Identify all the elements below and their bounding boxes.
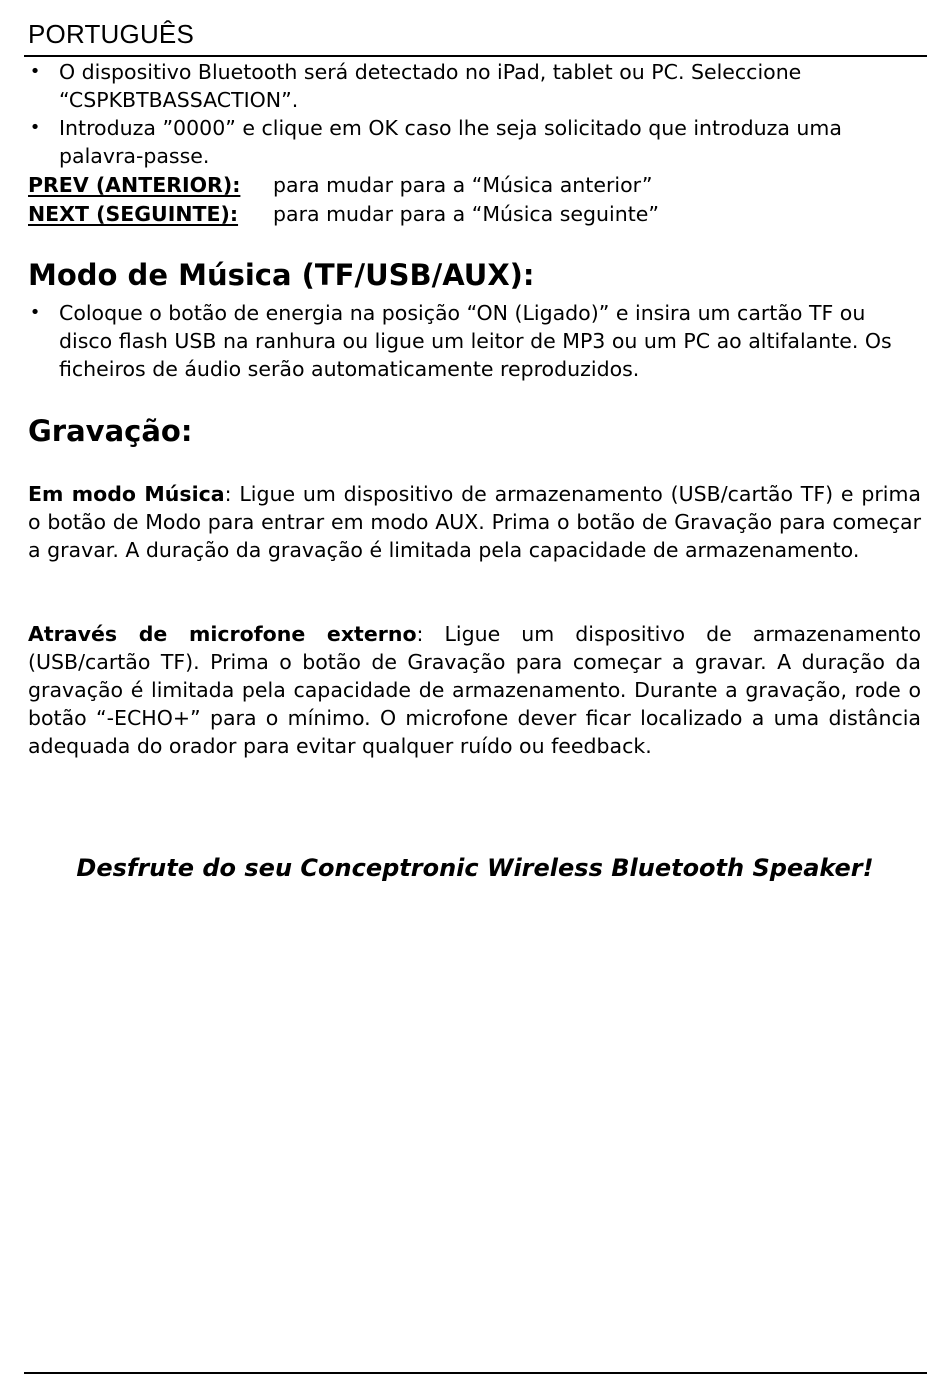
- closing-message: Desfrute do seu Conceptronic Wireless Bluetooth Speaker!: [76, 854, 874, 882]
- paragraph-text: : Ligue um dispositivo de armazenamento (USB/cartão TF) e prima o botão de Modo para entrar em modo AUX. Prima o botão de Gravação para começar a gravar. A duração da gravação é limitada pela capacidade de armazenamento.: [28, 482, 921, 562]
- control-key: NEXT (SEGUINTE):: [28, 202, 239, 226]
- paragraph-label: Em modo Música: [28, 482, 225, 506]
- bluetooth-bullet-list: [28, 58, 921, 170]
- recording-heading: Gravação:: [28, 414, 193, 448]
- control-description: para mudar para a “Música anterior”: [273, 173, 653, 197]
- control-row-prev: [28, 171, 921, 199]
- bullet-icon: •: [29, 117, 41, 138]
- header-divider: [24, 55, 927, 57]
- bullet-text: Coloque o botão de energia na posição “ON (Ligado)” e insira um cartão TF ou disco flash USB na ranhura ou ligue um leitor de MP3 ou um PC ao altifalante. Os ficheiros de áudio serão automaticamente reproduzidos.: [59, 301, 892, 381]
- bullet-icon: •: [29, 302, 41, 323]
- paragraph-text: : Ligue um dispositivo de armazenamento (USB/cartão TF). Prima o botão de Gravação para começar a gravar. A duração da gravação é limitada pela capacidade de armazenamento. Durante a gravação, rode o botão “-ECHO+” para o mínimo. O microfone dever ficar localizado a uma distância adequada do orador para evitar qualquer ruído ou feedback.: [28, 622, 921, 758]
- language-header: PORTUGUÊS: [28, 19, 195, 49]
- recording-external-mic-paragraph: [28, 620, 921, 760]
- recording-music-mode-paragraph: [28, 480, 921, 564]
- control-description: para mudar para a “Música seguinte”: [273, 202, 660, 226]
- list-item: [28, 299, 921, 383]
- control-row-next: [28, 200, 921, 228]
- control-key: PREV (ANTERIOR):: [28, 173, 241, 197]
- music-mode-heading: Modo de Música (TF/USB/AUX):: [28, 258, 535, 292]
- footer-divider: [24, 1372, 927, 1374]
- music-mode-bullet-list: [28, 299, 921, 383]
- bullet-icon: •: [29, 61, 41, 82]
- paragraph-label: Através de microfone externo: [28, 622, 417, 646]
- bullet-text: Introduza ”0000” e clique em OK caso lhe seja solicitado que introduza uma palavra-passe.: [59, 116, 842, 168]
- list-item: [28, 114, 921, 170]
- list-item: [28, 58, 921, 114]
- bullet-text: O dispositivo Bluetooth será detectado no iPad, tablet ou PC. Seleccione “CSPKBTBASSACTION”.: [59, 60, 802, 112]
